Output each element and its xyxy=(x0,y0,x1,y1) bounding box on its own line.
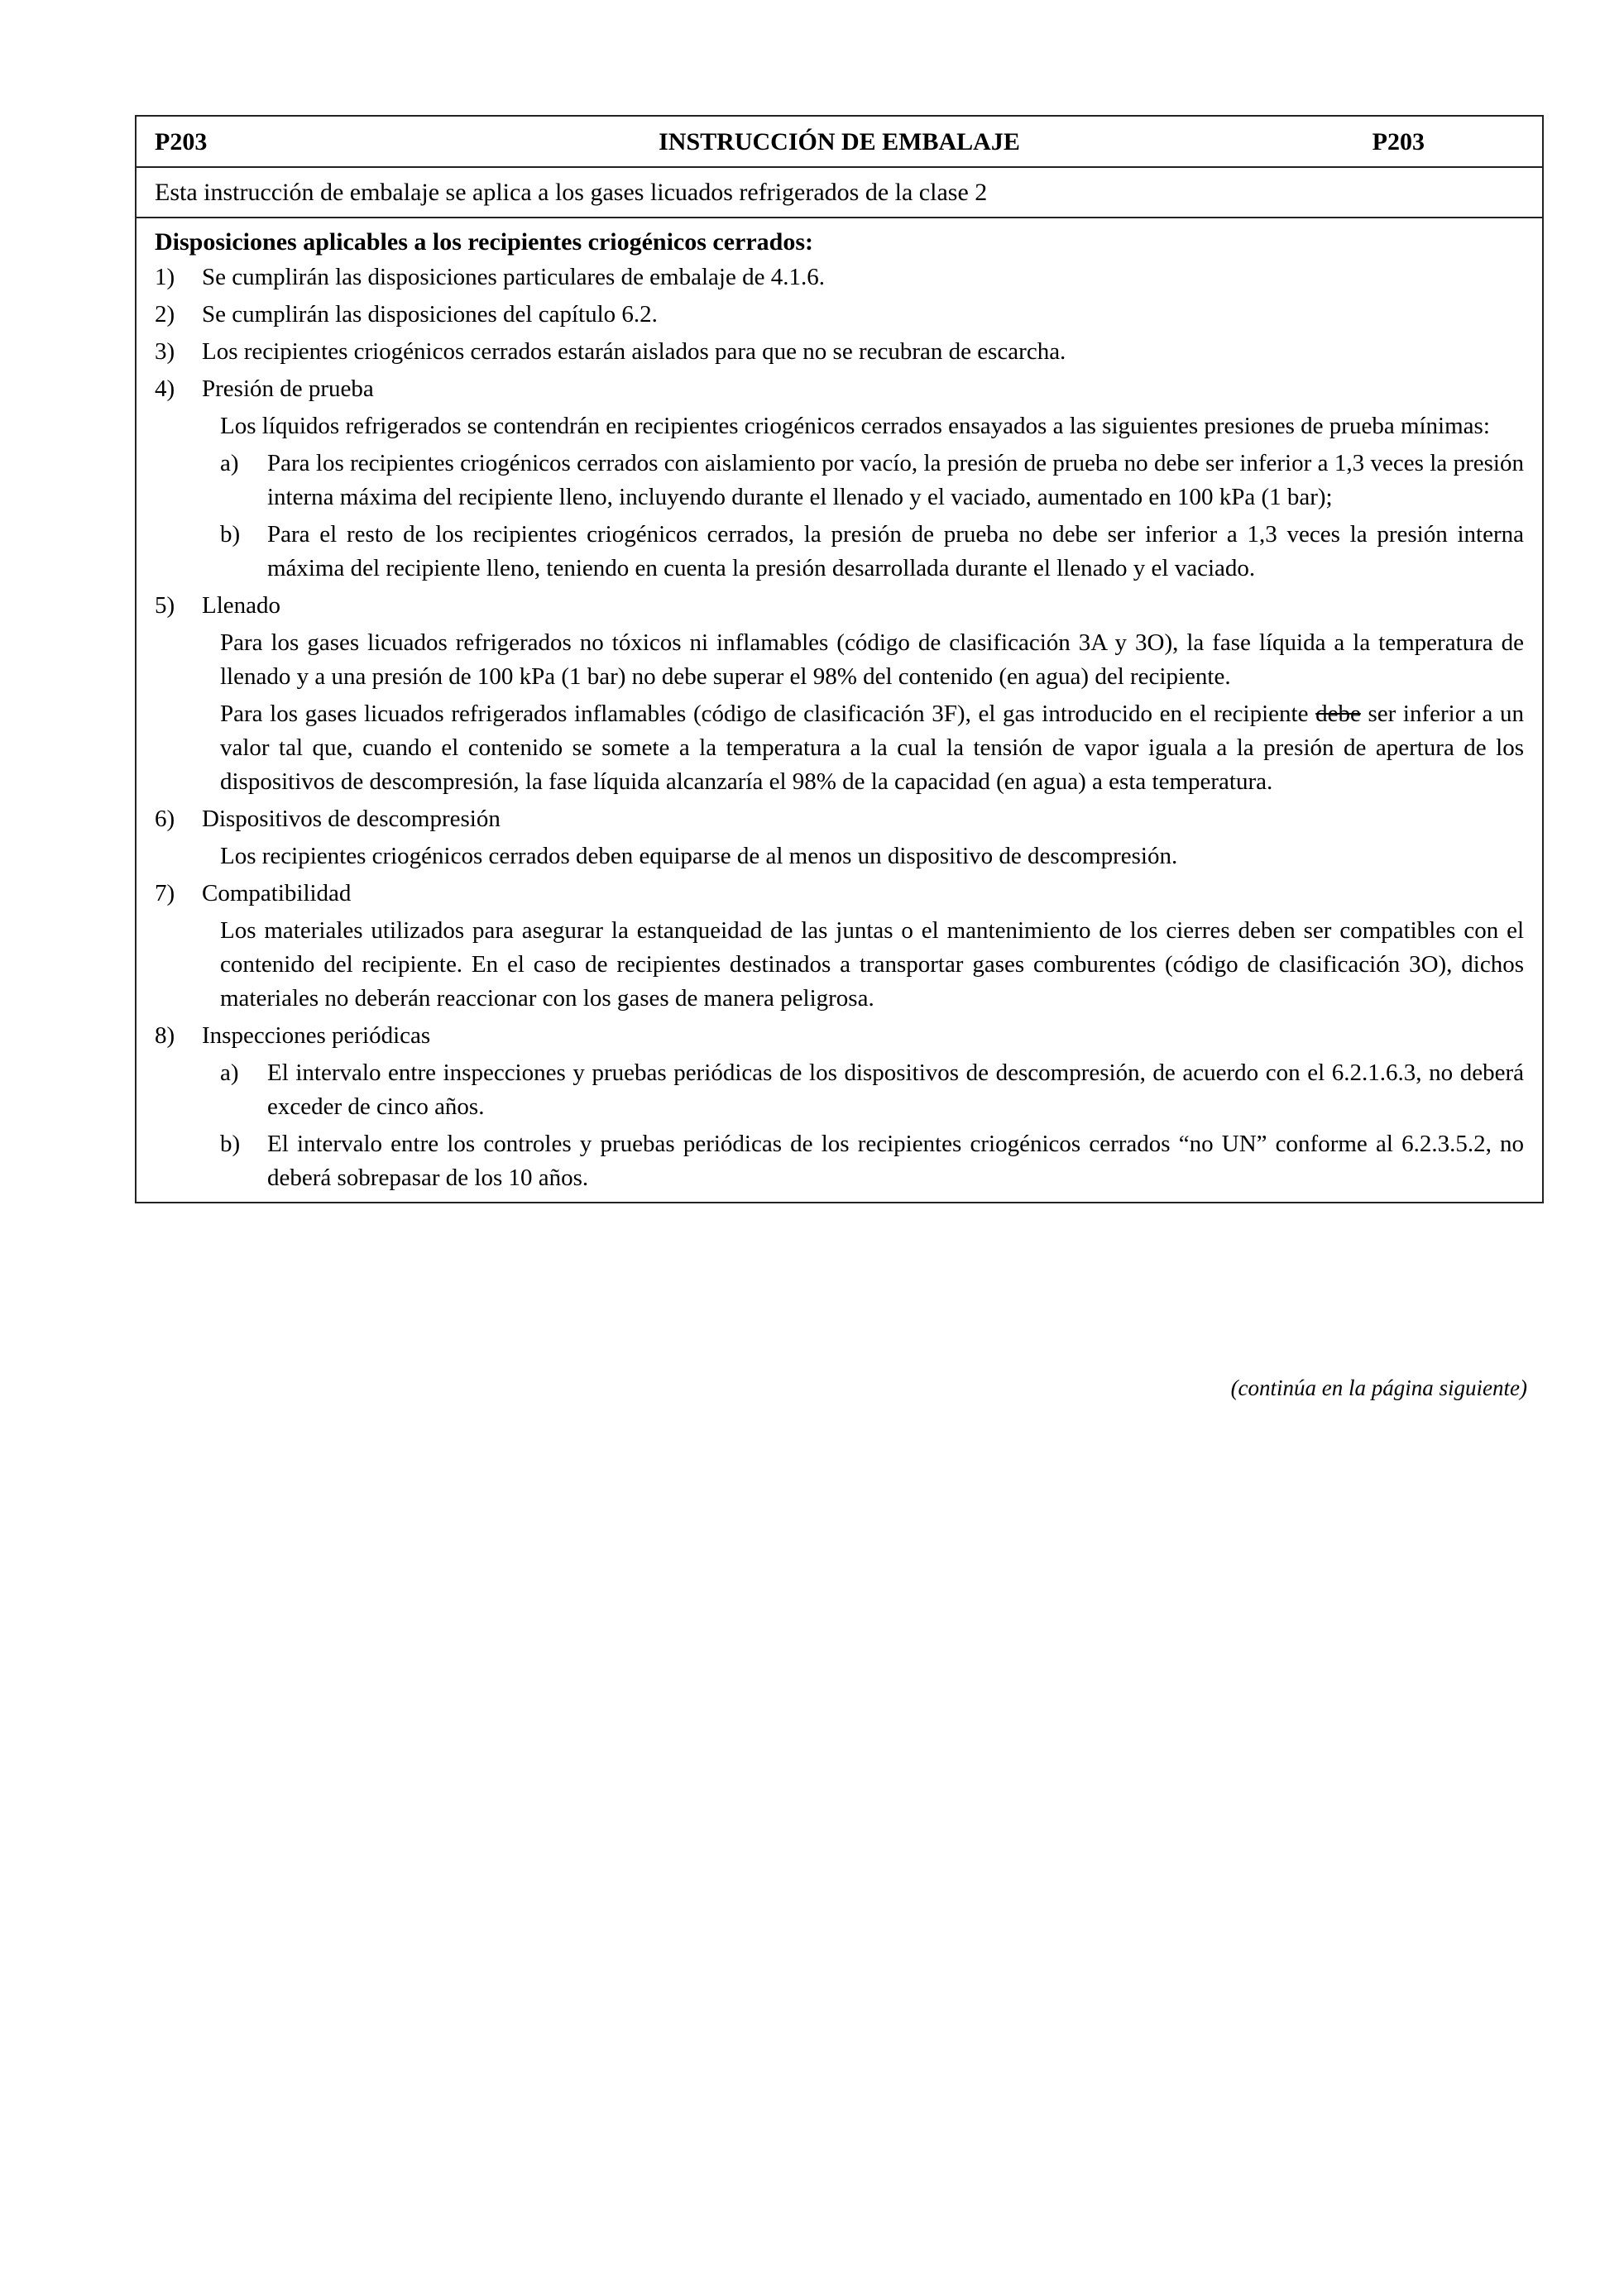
item-heading-compatibility: Compatibilidad xyxy=(202,880,352,906)
list-item xyxy=(155,372,1524,406)
test-pressure-block xyxy=(155,409,1524,586)
compatibility-paragraph: Los materiales utilizados para asegurar la estanqueidad de las juntas o el mantenimiento de los cierres deben ser compatibles con el contenido del recipiente. En el caso de recipientes destinados a transportar gases comburentes (código de clasificación 3O), dichos materiales no deberán reaccionar con los gases de manera peligrosa. xyxy=(220,917,1524,1012)
list-item xyxy=(155,1019,1524,1053)
filling-paragraph-2-end: ser inferior a un valor tal que, cuando el contenido se somete a la temperatura a la cual la tensión de vapor iguala a la presión de apertura de los dispositivos de descompresión, la fase líquida alcanzaría el 98% de la capacidad (en agua) a esta temperatura. xyxy=(220,701,1524,795)
sub-item xyxy=(220,1127,1524,1195)
list-item xyxy=(155,589,1524,623)
provisions-body xyxy=(137,218,1542,1202)
item-heading-filling: Llenado xyxy=(202,592,281,619)
item-number: 1) xyxy=(155,264,175,290)
compatibility-block xyxy=(155,914,1524,1016)
item-heading-periodic-inspections: Inspecciones periódicas xyxy=(202,1022,431,1049)
item-text: Se cumplirán las disposiciones del capítulo 6.2. xyxy=(202,301,658,328)
item-number: 2) xyxy=(155,301,175,328)
item-number: 8) xyxy=(155,1022,175,1049)
list-item xyxy=(155,261,1524,294)
sub-item-text: El intervalo entre los controles y pruebas periódicas de los recipientes criogénicos cerrados “no UN” conforme al 6.2.3.5.2, no deberá sobrepasar de los 10 años. xyxy=(267,1131,1524,1191)
sub-item-letter: b) xyxy=(220,521,241,548)
item-heading-test-pressure: Presión de prueba xyxy=(202,375,374,402)
filling-paragraph-1: Para los gases licuados refrigerados no tóxicos ni inflamables (código de clasificación 3A y 3O), la fase líquida a la temperatura de llenado y a una presión de 100 kPa (1 bar) no debe superar el 98% del contenido (en agua) del recipiente. xyxy=(220,629,1524,690)
filling-block xyxy=(155,626,1524,799)
item-number: 3) xyxy=(155,338,175,365)
item-text: Se cumplirán las disposiciones particulares de embalaje de 4.1.6. xyxy=(202,264,825,290)
list-item xyxy=(155,298,1524,332)
continuation-note: (continúa en la página siguiente) xyxy=(1230,1375,1527,1400)
sub-item-letter: a) xyxy=(220,1060,239,1086)
test-pressure-intro: Los líquidos refrigerados se contendrán en recipientes criogénicos cerrados ensayados a las siguientes presiones de prueba mínimas: xyxy=(220,413,1490,439)
list-item xyxy=(155,335,1524,369)
sub-item xyxy=(220,518,1524,586)
sub-item-letter: b) xyxy=(220,1131,241,1157)
table-header-row xyxy=(137,117,1542,168)
sub-item xyxy=(220,1056,1524,1124)
relief-devices-paragraph: Los recipientes criogénicos cerrados deben equiparse de al menos un dispositivo de descompresión. xyxy=(220,843,1178,869)
sub-item-text: Para el resto de los recipientes criogénicos cerrados, la presión de prueba no debe ser inferior a 1,3 veces la presión interna máxima del recipiente lleno, teniendo en cuenta la presión desarrollada durante el llenado y el vaciado. xyxy=(267,521,1524,581)
filling-paragraph-2 xyxy=(220,697,1524,799)
scope-row xyxy=(137,168,1542,218)
list-item xyxy=(155,877,1524,911)
item-number: 4) xyxy=(155,375,175,402)
scope-text: Esta instrucción de embalaje se aplica a los gases licuados refrigerados de la clase 2 xyxy=(155,179,988,206)
section-heading: Disposiciones aplicables a los recipientes criogénicos cerrados: xyxy=(155,228,814,256)
list-item xyxy=(155,802,1524,836)
sub-item-text: Para los recipientes criogénicos cerrados con aislamiento por vacío, la presión de prueba no debe ser inferior a 1,3 veces la presión interna máxima del recipiente lleno, incluyendo durante el llenado y el vaciado, aumentado en 100 kPa (1 bar); xyxy=(267,450,1524,510)
item-number: 6) xyxy=(155,806,175,832)
sub-item-text: El intervalo entre inspecciones y pruebas periódicas de los dispositivos de descompresión, de acuerdo con el 6.2.1.6.3, no deberá exceder de cinco años. xyxy=(267,1060,1524,1120)
sub-item xyxy=(220,447,1524,514)
instruction-code-left: P203 xyxy=(155,127,208,155)
item-number: 5) xyxy=(155,592,175,619)
instruction-title: INSTRUCCIÓN DE EMBALAJE xyxy=(659,127,1020,155)
item-heading-relief-devices: Dispositivos de descompresión xyxy=(202,806,501,832)
struck-word: debe xyxy=(1315,701,1361,727)
periodic-inspections-block xyxy=(155,1056,1524,1195)
relief-devices-block xyxy=(155,839,1524,873)
item-text: Los recipientes criogénicos cerrados estarán aislados para que no se recubran de escarcha. xyxy=(202,338,1066,365)
instruction-code-right: P203 xyxy=(1372,127,1425,155)
packing-instruction-table xyxy=(135,115,1544,1203)
sub-item-letter: a) xyxy=(220,450,239,476)
item-number: 7) xyxy=(155,880,175,906)
filling-paragraph-2-start: Para los gases licuados refrigerados inflamables (código de clasificación 3F), el gas introducido en el recipiente xyxy=(220,701,1316,727)
